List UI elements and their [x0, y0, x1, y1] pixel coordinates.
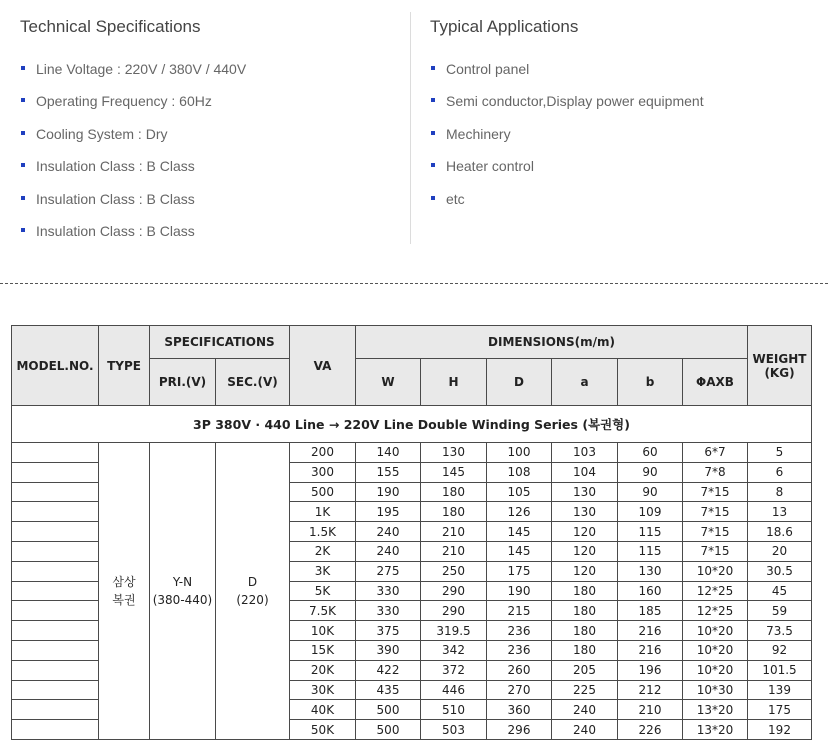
phi-cell: 7*15: [683, 522, 748, 542]
weight-cell: 73.5: [748, 621, 812, 641]
b-cell: 90: [618, 482, 683, 502]
h-cell: 319.5: [421, 621, 487, 641]
square-bullet-icon: [431, 131, 435, 135]
model-cell: [12, 680, 99, 700]
b-cell: 216: [618, 621, 683, 641]
a-cell: 104: [552, 462, 618, 482]
model-cell: [12, 462, 99, 482]
h-cell: 145: [421, 462, 487, 482]
model-cell: [12, 541, 99, 561]
h-cell: 250: [421, 561, 487, 581]
list-item: Mechinery: [430, 123, 820, 155]
phi-cell: 7*15: [683, 541, 748, 561]
h-cell: 130: [421, 443, 487, 463]
phi-cell: 12*25: [683, 601, 748, 621]
pri-cell: Y-N (380-440): [150, 443, 216, 740]
b-cell: 196: [618, 660, 683, 680]
model-cell: [12, 700, 99, 720]
phi-cell: 10*20: [683, 660, 748, 680]
phi-cell: 7*15: [683, 482, 748, 502]
square-bullet-icon: [21, 163, 25, 167]
sec-cell: D (220): [216, 443, 290, 740]
model-cell: [12, 522, 99, 542]
w-cell: 240: [356, 522, 421, 542]
h-cell: 180: [421, 482, 487, 502]
square-bullet-icon: [21, 131, 25, 135]
w-cell: 140: [356, 443, 421, 463]
weight-cell: 139: [748, 680, 812, 700]
list-item: Heater control: [430, 155, 820, 187]
a-cell: 180: [552, 640, 618, 660]
va-cell: 10K: [290, 621, 356, 641]
weight-cell: 13: [748, 502, 812, 522]
b-cell: 216: [618, 640, 683, 660]
a-cell: 205: [552, 660, 618, 680]
w-cell: 190: [356, 482, 421, 502]
spec-table: [11, 325, 812, 740]
dashed-divider: [0, 283, 828, 284]
w-cell: 375: [356, 621, 421, 641]
d-cell: 236: [487, 640, 552, 660]
a-cell: 103: [552, 443, 618, 463]
a-cell: 120: [552, 522, 618, 542]
a-cell: 180: [552, 621, 618, 641]
a-cell: 120: [552, 541, 618, 561]
w-cell: 330: [356, 581, 421, 601]
table-header-row: [12, 326, 812, 359]
w-cell: 435: [356, 680, 421, 700]
h-cell: 290: [421, 581, 487, 601]
phi-cell: 6*7: [683, 443, 748, 463]
weight-cell: 30.5: [748, 561, 812, 581]
b-cell: 115: [618, 522, 683, 542]
header-type: TYPE: [99, 326, 150, 406]
column-divider: [410, 12, 411, 244]
weight-cell: 192: [748, 720, 812, 740]
a-cell: 130: [552, 482, 618, 502]
header-d: D: [487, 359, 552, 406]
b-cell: 109: [618, 502, 683, 522]
d-cell: 145: [487, 541, 552, 561]
applications-list: [430, 58, 820, 220]
typical-applications-title: Typical Applications: [430, 17, 579, 36]
va-cell: 2K: [290, 541, 356, 561]
technical-specifications-title: Technical Specifications: [20, 17, 201, 36]
phi-cell: 13*20: [683, 720, 748, 740]
technical-list: [20, 58, 400, 252]
a-cell: 180: [552, 581, 618, 601]
list-item: Control panel: [430, 58, 820, 90]
b-cell: 185: [618, 601, 683, 621]
d-cell: 175: [487, 561, 552, 581]
weight-cell: 8: [748, 482, 812, 502]
header-w: W: [356, 359, 421, 406]
header-pri: PRI.(V): [150, 359, 216, 406]
square-bullet-icon: [21, 66, 25, 70]
list-item: Cooling System : Dry: [20, 123, 400, 155]
phi-cell: 12*25: [683, 581, 748, 601]
h-cell: 446: [421, 680, 487, 700]
weight-cell: 92: [748, 640, 812, 660]
h-cell: 342: [421, 640, 487, 660]
list-item: Insulation Class : B Class: [20, 220, 400, 252]
technical-specifications: [20, 14, 400, 252]
d-cell: 215: [487, 601, 552, 621]
weight-cell: 5: [748, 443, 812, 463]
h-cell: 210: [421, 522, 487, 542]
weight-cell: 18.6: [748, 522, 812, 542]
va-cell: 50K: [290, 720, 356, 740]
va-cell: 3K: [290, 561, 356, 581]
b-cell: 160: [618, 581, 683, 601]
b-cell: 226: [618, 720, 683, 740]
list-item: Insulation Class : B Class: [20, 188, 400, 220]
list-item: Line Voltage : 220V / 380V / 440V: [20, 58, 400, 90]
w-cell: 422: [356, 660, 421, 680]
table-body: [12, 406, 812, 740]
weight-cell: 45: [748, 581, 812, 601]
square-bullet-icon: [21, 196, 25, 200]
d-cell: 296: [487, 720, 552, 740]
series-title: 3P 380V · 440 Line → 220V Line Double Winding Series (복권형): [12, 406, 812, 443]
d-cell: 108: [487, 462, 552, 482]
w-cell: 240: [356, 541, 421, 561]
va-cell: 15K: [290, 640, 356, 660]
w-cell: 275: [356, 561, 421, 581]
phi-cell: 10*20: [683, 621, 748, 641]
b-cell: 90: [618, 462, 683, 482]
a-cell: 225: [552, 680, 618, 700]
square-bullet-icon: [431, 66, 435, 70]
w-cell: 500: [356, 700, 421, 720]
d-cell: 105: [487, 482, 552, 502]
model-cell: [12, 443, 99, 463]
model-cell: [12, 660, 99, 680]
phi-cell: 13*20: [683, 700, 748, 720]
d-cell: 100: [487, 443, 552, 463]
header-b: b: [618, 359, 683, 406]
va-cell: 20K: [290, 660, 356, 680]
a-cell: 240: [552, 700, 618, 720]
phi-cell: 7*8: [683, 462, 748, 482]
d-cell: 360: [487, 700, 552, 720]
model-cell: [12, 621, 99, 641]
header-sec: SEC.(V): [216, 359, 290, 406]
va-cell: 7.5K: [290, 601, 356, 621]
w-cell: 390: [356, 640, 421, 660]
header-weight: WEIGHT (KG): [748, 326, 812, 406]
b-cell: 210: [618, 700, 683, 720]
b-cell: 212: [618, 680, 683, 700]
d-cell: 190: [487, 581, 552, 601]
list-item: etc: [430, 188, 820, 220]
phi-cell: 10*30: [683, 680, 748, 700]
va-cell: 1.5K: [290, 522, 356, 542]
w-cell: 195: [356, 502, 421, 522]
h-cell: 290: [421, 601, 487, 621]
va-cell: 5K: [290, 581, 356, 601]
model-cell: [12, 640, 99, 660]
phi-cell: 10*20: [683, 640, 748, 660]
model-cell: [12, 720, 99, 740]
list-item: Insulation Class : B Class: [20, 155, 400, 187]
weight-cell: 101.5: [748, 660, 812, 680]
va-cell: 30K: [290, 680, 356, 700]
b-cell: 130: [618, 561, 683, 581]
weight-cell: 6: [748, 462, 812, 482]
b-cell: 115: [618, 541, 683, 561]
square-bullet-icon: [431, 163, 435, 167]
d-cell: 270: [487, 680, 552, 700]
typical-applications: [430, 14, 820, 220]
va-cell: 1K: [290, 502, 356, 522]
square-bullet-icon: [21, 98, 25, 102]
model-cell: [12, 482, 99, 502]
model-cell: [12, 581, 99, 601]
type-cell: 삼상 복권: [99, 443, 150, 740]
series-row: [12, 406, 812, 443]
phi-cell: 7*15: [683, 502, 748, 522]
w-cell: 330: [356, 601, 421, 621]
model-cell: [12, 561, 99, 581]
header-specifications: SPECIFICATIONS: [150, 326, 290, 359]
list-item: Operating Frequency : 60Hz: [20, 90, 400, 122]
header-h: H: [421, 359, 487, 406]
a-cell: 120: [552, 561, 618, 581]
a-cell: 180: [552, 601, 618, 621]
a-cell: 240: [552, 720, 618, 740]
h-cell: 180: [421, 502, 487, 522]
square-bullet-icon: [21, 228, 25, 232]
model-cell: [12, 601, 99, 621]
w-cell: 155: [356, 462, 421, 482]
phi-cell: 10*20: [683, 561, 748, 581]
va-cell: 200: [290, 443, 356, 463]
header-phi: ΦAXB: [683, 359, 748, 406]
d-cell: 145: [487, 522, 552, 542]
va-cell: 300: [290, 462, 356, 482]
h-cell: 510: [421, 700, 487, 720]
d-cell: 126: [487, 502, 552, 522]
w-cell: 500: [356, 720, 421, 740]
weight-cell: 20: [748, 541, 812, 561]
header-a: a: [552, 359, 618, 406]
b-cell: 60: [618, 443, 683, 463]
square-bullet-icon: [431, 196, 435, 200]
table-row: [12, 443, 812, 463]
va-cell: 40K: [290, 700, 356, 720]
h-cell: 372: [421, 660, 487, 680]
weight-cell: 59: [748, 601, 812, 621]
a-cell: 130: [552, 502, 618, 522]
va-cell: 500: [290, 482, 356, 502]
square-bullet-icon: [431, 98, 435, 102]
list-item: Semi conductor,Display power equipment: [430, 90, 820, 122]
d-cell: 260: [487, 660, 552, 680]
spec-summary: [0, 0, 828, 250]
weight-cell: 175: [748, 700, 812, 720]
model-cell: [12, 502, 99, 522]
header-va: VA: [290, 326, 356, 406]
h-cell: 503: [421, 720, 487, 740]
header-dimensions: DIMENSIONS(m/m): [356, 326, 748, 359]
d-cell: 236: [487, 621, 552, 641]
h-cell: 210: [421, 541, 487, 561]
header-model: MODEL.NO.: [12, 326, 99, 406]
